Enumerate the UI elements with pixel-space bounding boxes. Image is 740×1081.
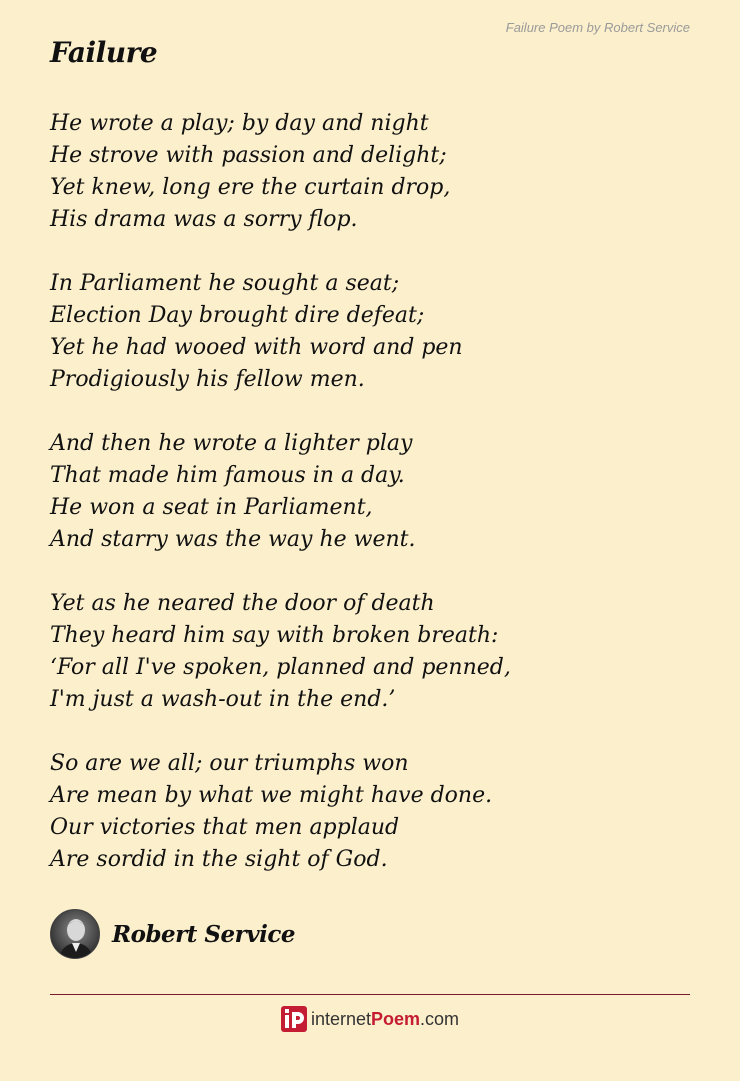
author-block[interactable]	[50, 908, 295, 960]
poem-line: Are sordid in the sight of God.	[50, 847, 388, 872]
header-caption: Failure Poem by Robert Service	[505, 20, 690, 35]
ip-logo-icon	[281, 1006, 307, 1032]
avatar[interactable]	[50, 909, 100, 959]
poem-line: In Parliament he sought a seat;	[50, 271, 400, 296]
poem-line: He won a seat in Parliament,	[50, 495, 373, 520]
author-portrait-icon	[51, 910, 100, 959]
poem-line: Election Day brought dire defeat;	[50, 303, 425, 328]
stanza	[50, 108, 710, 236]
stanza	[50, 588, 710, 716]
author-name[interactable]: Robert Service	[112, 920, 296, 948]
stanza	[50, 428, 710, 556]
poem-line: And starry was the way he went.	[50, 527, 416, 552]
poem-line: That made him famous in a day.	[50, 463, 405, 488]
poem-line: They heard him say with broken breath:	[50, 623, 499, 648]
site-logo[interactable]	[0, 1006, 740, 1032]
poem-line: Yet he had wooed with word and pen	[50, 335, 463, 360]
poem-title: Failure	[50, 36, 158, 69]
stanza	[50, 268, 710, 396]
divider	[50, 994, 690, 995]
poem-line: Are mean by what we might have done.	[50, 783, 493, 808]
logo-text-poem: Poem	[371, 1008, 421, 1029]
stanza	[50, 748, 710, 876]
poem-line: So are we all; our triumphs won	[50, 751, 409, 776]
logo-text-internet: internet	[310, 1008, 371, 1029]
poem-body	[50, 108, 710, 908]
logo-text-com: .com	[420, 1008, 460, 1029]
poem-line: Yet knew, long ere the curtain drop,	[50, 175, 451, 200]
poem-line: Yet as he neared the door of death	[50, 591, 435, 616]
poem-line: Our victories that men applaud	[50, 815, 400, 840]
poem-line: Prodigiously his fellow men.	[50, 367, 365, 392]
poem-line: I'm just a wash-out in the end.’	[50, 687, 396, 712]
poem-line: ‘For all I've spoken, planned and penned,	[50, 655, 511, 680]
poem-line: He strove with passion and delight;	[50, 143, 447, 168]
poem-line: His drama was a sorry flop.	[50, 207, 358, 232]
poem-line: And then he wrote a lighter play	[50, 431, 413, 456]
poem-line: He wrote a play; by day and night	[50, 111, 429, 136]
